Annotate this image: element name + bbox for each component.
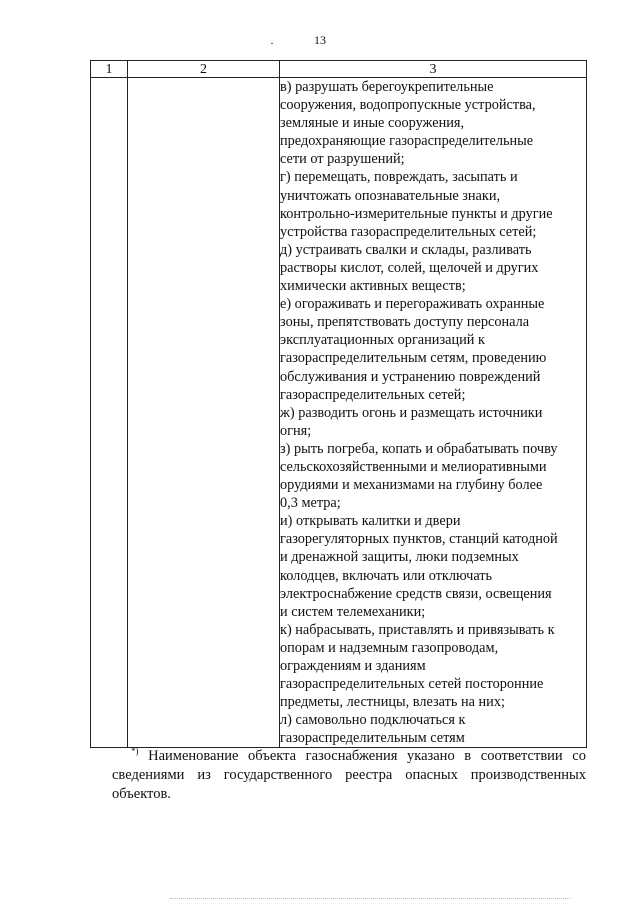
- prohibition-line: газораспределительным сетям, проведению: [280, 350, 547, 367]
- prohibition-line: уничтожать опознавательные знаки,: [280, 187, 501, 204]
- page-number: 13: [314, 33, 326, 47]
- prohibition-line: газораспределительным сетям: [280, 730, 465, 747]
- prohibition-line: 0,3 метра;: [280, 495, 341, 512]
- prohibition-line: к) набрасывать, приставлять и привязывать к: [280, 621, 555, 638]
- prohibition-line: сельскохозяйственными и мелиоративными: [280, 458, 547, 475]
- prohibition-line: химически активных веществ;: [280, 278, 466, 295]
- prohibition-line: з) рыть погреба, копать и обрабатывать почву: [280, 440, 558, 457]
- prohibition-line: предохраняющие газораспределительные: [280, 133, 534, 150]
- prohibition-line: растворы кислот, солей, щелочей и других: [280, 259, 539, 276]
- requirements-table: [90, 60, 587, 748]
- prohibition-line: земляные и иные сооружения,: [280, 115, 465, 132]
- prohibition-line: огня;: [280, 422, 312, 439]
- prohibition-line: г) перемещать, повреждать, засыпать и: [280, 169, 518, 186]
- prohibition-line: контрольно-измерительные пункты и другие: [280, 205, 553, 222]
- prohibition-line: колодцев, включать или отключать: [280, 567, 493, 584]
- column-1-cell: [91, 78, 128, 748]
- table-row: [91, 78, 587, 748]
- prohibition-line: д) устраивать свалки и склады, разливать: [280, 241, 532, 258]
- prohibition-line: опорам и надземным газопроводам,: [280, 639, 499, 656]
- prohibition-line: сооружения, водопропускные устройства,: [280, 97, 536, 114]
- footnote-text: Наименование объекта газоснабжения указано в соответствии со сведениями из государственного реестра опасных производственных объектов.: [112, 748, 586, 803]
- prohibition-line: эксплуатационных организаций к: [280, 332, 485, 349]
- prohibition-line: л) самовольно подключаться к: [280, 712, 466, 729]
- prohibition-line: е) огораживать и перегораживать охранные: [280, 296, 545, 313]
- prohibition-line: орудиями и механизмами на глубину более: [280, 477, 543, 494]
- prohibition-line: предметы, лестницы, влезать на них;: [280, 694, 505, 711]
- scan-speck: [271, 43, 273, 44]
- prohibition-line: ж) разводить огонь и размещать источники: [280, 404, 543, 421]
- prohibition-line: ограждениям и зданиям: [280, 658, 426, 674]
- prohibition-line: устройства газораспределительных сетей;: [280, 223, 537, 240]
- prohibition-line: в) разрушать берегоукрепительные: [280, 79, 494, 95]
- prohibition-line: обслуживания и устранению повреждений: [280, 368, 541, 385]
- column-3-cell: [280, 78, 587, 748]
- column-header-1: 1: [91, 61, 128, 78]
- prohibition-line: и систем телемеханики;: [280, 603, 426, 620]
- prohibition-line: зоны, препятствовать доступу персонала: [280, 314, 530, 331]
- column-header-2: 2: [128, 61, 280, 78]
- prohibition-line: электроснабжение средств связи, освещения: [280, 585, 552, 602]
- footnote-marker: *): [131, 746, 139, 757]
- prohibition-line: сети от разрушений;: [280, 151, 405, 168]
- column-header-3: 3: [280, 61, 587, 78]
- prohibition-line: газораспределительных сетей посторонние: [280, 676, 544, 693]
- column-2-cell: [128, 78, 280, 748]
- prohibition-line: и) открывать калитки и двери: [280, 513, 461, 530]
- prohibition-line: газорегуляторных пунктов, станций катодной: [280, 531, 558, 548]
- prohibition-line: газораспределительных сетей;: [280, 386, 466, 403]
- footnote: [112, 747, 586, 805]
- prohibition-line: и дренажной защиты, люки подземных: [280, 549, 519, 566]
- table-header-row: [91, 61, 587, 78]
- faint-footer-line: [170, 898, 570, 901]
